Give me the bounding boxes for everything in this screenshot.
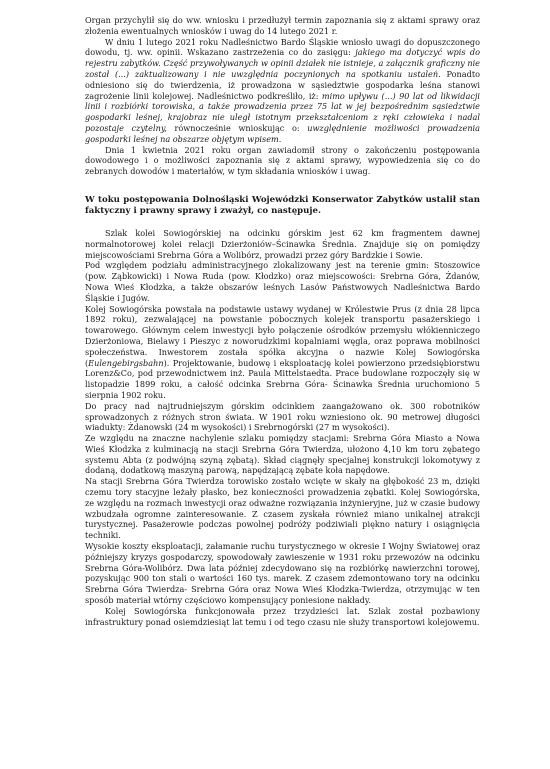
paragraph-rack-railway: Ze względu na znaczne nachylenie szlaku pomiędzy stacjami: Srebrna Góra Miasto a Nowa Wieś Kłodzka z kulminacją na stacji Srebrna Góra Twierdza, ułożono 4,10 km toru zębatego systemu Abta (z podwójną szyną zębatą). Skład ciągnęły specjalnej konstrukcji lokomotywy z dodaną, dodatkową maszyną parową, napędzającą zębate koła napędowe. bbox=[85, 433, 480, 476]
paragraph-forest-district-remarks bbox=[85, 37, 480, 145]
text-history-origin: Kolej Sowiogórska powstała na podstawie ustawy wydanej w Królestwie Prus (z dnia 28 lipca 1892 roku), zezwalającej na powstanie pobocznych kolejek transportu pasażerskiego i towarowego. Głównym celem inwestycji było połączenie ośrodków przemysłu włókienniczego Dzierżoniowa, Bielawy i Pieszyc z noworudzkimi kopalniami węgla, oraz poprawa mobilności społeczeństwa. bbox=[85, 303, 480, 357]
paragraph-administrative-location: Pod względem podziału administracyjnego zlokalizowany jest na terenie gmin: Stoszowice (pow. Ząbkowicki) i Nowa Ruda (pow. Kłodzko) oraz miejscowości: Srebrna Góra, Żdanów, Nowa Wieś Kłodzka, a także obszarów leśnych Lasów Państwowych Nadleśnictwa Bardo Śląskie i Jugów. bbox=[85, 260, 480, 303]
paragraph-workers-viaducts: Do pracy nad najtrudniejszym górskim odcinkiem zaangażowano ok. 300 robotników sprowadzonych z różnych stron świata. W 1901 roku wzniesiono ok. 90 metrowej długości wiadukty: Żdanowski (24 m wysokości) i Srebrnogórski (27 m wysokości). bbox=[85, 400, 480, 433]
paragraph-closure: Wysokie koszty eksploatacji, załamanie ruchu turystycznego w okresie I Wojny Światowej oraz późniejszy kryzys gospodarczy, spowodowały zawieszenie w 1931 roku przewozów na odcinku Srebrna Góra-Wolibórz. Dwa lata później zdecydowano się na rozbiórkę nawierzchni torowej, pozyskując 900 ton stali o wartości 160 tys. marek. Z czasem zdemontowano tory na odcinku Srebrna Góra Twierdza- Srebrna Góra oraz Nowa Wieś Kłodzka-Twierdza, otrzymując w ten sposób materiał wtórny częściowo kompensujący poniesione nakłady. bbox=[85, 541, 480, 606]
quote-forest-management: uwzględnienie możliwości prowadzenia gospodarki leśnej na obszarze objętym wpisem. bbox=[85, 122, 481, 144]
text-history-construction: ). Projektowanie, budowę i eksploatację kolei powierzono przedsiębiorstwu Lorenz&Co, pod przewodnictwem inż. Paula Mittelstaedta. Prace budowlane rozpoczęły się w listopadzie 1899 roku, a całość odcinka Srebrna Góra- Ścinawka Średnia uruchomiono 5 sierpnia 1902 roku. bbox=[85, 357, 480, 400]
paragraph-end-of-proceedings: Dnia 1 kwietnia 2021 roku organ zawiadomił strony o zakończeniu postępowania dowodowego i o możliwości zapoznania się z aktami sprawy, wypowiedzenia się co do zebranych dowodów i materiałów, w tym składania wniosków i uwag. bbox=[85, 144, 480, 177]
quote-landscape-legible: mimo upływu (...) 90 lat od likwidacji linii i rozbiórki torowiska, a także prowadzenia przez 75 lat w jej bezpośrednim sąsiedztwie gospodarki leśnej, krajobraz nie uległ istotnym przekształceniom z ręki człowieka i nadal pozostaje czytelny, bbox=[85, 90, 480, 133]
paragraph-extension-of-deadline: Organ przychylił się do ww. wniosku i przedłużył termin zapoznania się z aktami sprawy oraz złożenia ewentualnych wniosków i uwag do 14 lutego 2021 r. bbox=[85, 15, 480, 36]
section-heading: W toku postępowania Dolnośląski Wojewódzki Konserwator Zabytków ustalił stan faktyczny i prawny sprawy i zważył, co następuje. bbox=[85, 194, 480, 217]
quote-scope-of-entry: jakiego ma dotyczyć wpis do rejestru zabytków. Część przywoływanych w opinii działek nie istnieje, a załącznik graficzny nie został (...) zaktualizowany i nie uwzględnia poczynionych na spotkaniu ustaleń. bbox=[85, 47, 480, 79]
text-remarks-request: równocześnie wnioskując o: bbox=[166, 122, 308, 133]
paragraph-route-description: Szlak kolei Sowiogórskiej na odcinku górskim jest 62 km fragmentem dawnej normalnotorowej kolei relacji Dzierżoniów–Ścinawka Średnia. Znajduje się on pomiędzy miejscowościami Srebrna Góra a Wolibórz, prowadzi przez góry Bardzkie i Sowie. bbox=[85, 227, 480, 260]
text-remarks-intro: W dniu 1 lutego 2021 roku Nadleśnictwo Bardo Śląskie wniosło uwagi do dopuszczonego dowodu, tj. ww. opinii. Wskazano zastrzeżenia co do zasięgu: bbox=[85, 36, 480, 58]
text-german-name: Eulengebirgsbahn bbox=[88, 357, 164, 368]
text-history-investor: Inwestorem została spółka akcyjna o nazwie Kolej Sowiogórska ( bbox=[85, 346, 480, 368]
paragraph-station-twierdza: Na stacji Srebrna Góra Twierdza torowisko zostało wcięte w skały na głębokość 23 m, dzięki czemu tory stacyjne leżały płasko, bez konieczności prowadzenia zębatki. Kolej Sowiogórska, ze względu na rozmach inwestycji oraz odważne rozwiązania inżynieryjne, już w czasie budowy wzbudzała ogromne zainteresowanie. Z czasem zyskała również miano unikalnej atrakcji turystycznej. Pasażerowie podczas powolnej podróży podziwiali piękno natury i osiągnięcia techniki. bbox=[85, 476, 480, 541]
paragraph-summary: Kolej Sowiogórska funkcjonowała przez trzydzieści lat. Szlak został pozbawiony infrastruktury ponad osiemdziesiąt lat temu i od tego czasu nie służy transportowi kolejowemu. bbox=[85, 605, 480, 627]
paragraph-railway-history bbox=[85, 304, 480, 401]
text-remarks-middle: Ponadto odniesiono się do twierdzenia, iż prowadzona w sąsiedztwie gospodarka leśna stanowi zagrożenie linii kolejowej. Nadleśnictwo podkreśliło, iż: bbox=[85, 68, 480, 101]
